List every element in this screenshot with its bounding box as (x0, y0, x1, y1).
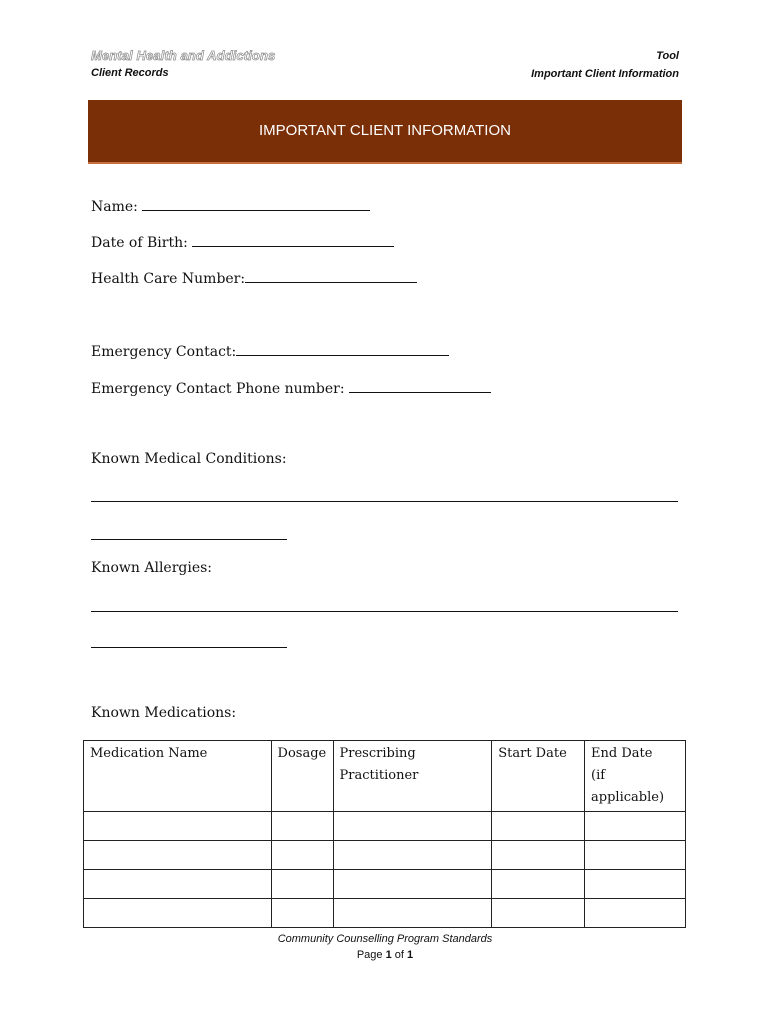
col-end-date-note: (if applicable) (591, 768, 665, 805)
table-row (84, 812, 686, 841)
table-cell[interactable] (492, 899, 585, 928)
health-care-number-label: Health Care Number: (91, 271, 246, 287)
page-of: of (394, 949, 404, 961)
table-cell[interactable] (333, 812, 492, 841)
health-care-number-input-line[interactable] (245, 268, 417, 283)
table-row (84, 870, 686, 899)
table-cell[interactable] (271, 870, 333, 899)
title-banner (88, 100, 682, 164)
table-cell[interactable] (492, 812, 585, 841)
medical-conditions-line-1[interactable] (91, 501, 678, 502)
health-care-number-field (91, 268, 417, 287)
doc-name-label: Important Client Information (531, 68, 679, 80)
medications-label: Known Medications: (91, 705, 237, 721)
dob-label: Date of Birth: (91, 235, 188, 251)
table-cell[interactable] (333, 841, 492, 870)
medications-table-header (84, 741, 686, 812)
emergency-phone-input-line[interactable] (349, 378, 491, 393)
col-medication-name: Medication Name (84, 741, 272, 812)
table-cell[interactable] (492, 870, 585, 899)
table-cell[interactable] (585, 870, 686, 899)
table-cell[interactable] (84, 841, 272, 870)
header-right (531, 50, 679, 80)
page-footer (0, 933, 770, 961)
table-cell[interactable] (333, 870, 492, 899)
header-left (91, 48, 275, 79)
table-cell[interactable] (585, 812, 686, 841)
medical-conditions-label: Known Medical Conditions: (91, 451, 287, 467)
org-title: Mental Health and Addictions (91, 48, 276, 63)
page-current: 1 (385, 949, 392, 961)
table-cell[interactable] (271, 841, 333, 870)
table-cell[interactable] (585, 899, 686, 928)
medications-table (83, 740, 686, 928)
form-title: IMPORTANT CLIENT INFORMATION (259, 122, 511, 139)
table-row (84, 841, 686, 870)
doc-type-label: Tool (656, 50, 679, 62)
table-cell[interactable] (271, 812, 333, 841)
page-total: 1 (407, 949, 414, 961)
emergency-contact-field (91, 341, 449, 360)
table-cell[interactable] (333, 899, 492, 928)
col-dosage: Dosage (271, 741, 333, 812)
emergency-phone-field (91, 378, 491, 397)
allergies-line-2[interactable] (91, 647, 287, 648)
col-end-date-label: End Date (591, 746, 653, 761)
name-field (91, 196, 370, 215)
table-cell[interactable] (492, 841, 585, 870)
col-end-date (585, 741, 686, 812)
table-row (84, 899, 686, 928)
col-start-date: Start Date (492, 741, 585, 812)
name-label: Name: (91, 199, 138, 215)
medical-conditions-line-2[interactable] (91, 539, 287, 540)
page-word: Page (356, 949, 383, 961)
allergies-label: Known Allergies: (91, 560, 213, 576)
name-input-line[interactable] (142, 196, 370, 211)
table-cell[interactable] (585, 841, 686, 870)
page-number (0, 949, 770, 961)
table-cell[interactable] (84, 899, 272, 928)
section-label: Client Records (91, 67, 169, 79)
table-cell[interactable] (84, 812, 272, 841)
table-cell[interactable] (84, 870, 272, 899)
footer-standards: Community Counselling Program Standards (277, 933, 493, 945)
emergency-contact-label: Emergency Contact: (91, 344, 237, 360)
dob-field (91, 232, 394, 251)
emergency-contact-input-line[interactable] (236, 341, 449, 356)
table-cell[interactable] (271, 899, 333, 928)
emergency-phone-label: Emergency Contact Phone number: (91, 381, 345, 397)
allergies-line-1[interactable] (91, 611, 678, 612)
col-prescribing-practitioner: Prescribing Practitioner (333, 741, 492, 812)
dob-input-line[interactable] (192, 232, 394, 247)
